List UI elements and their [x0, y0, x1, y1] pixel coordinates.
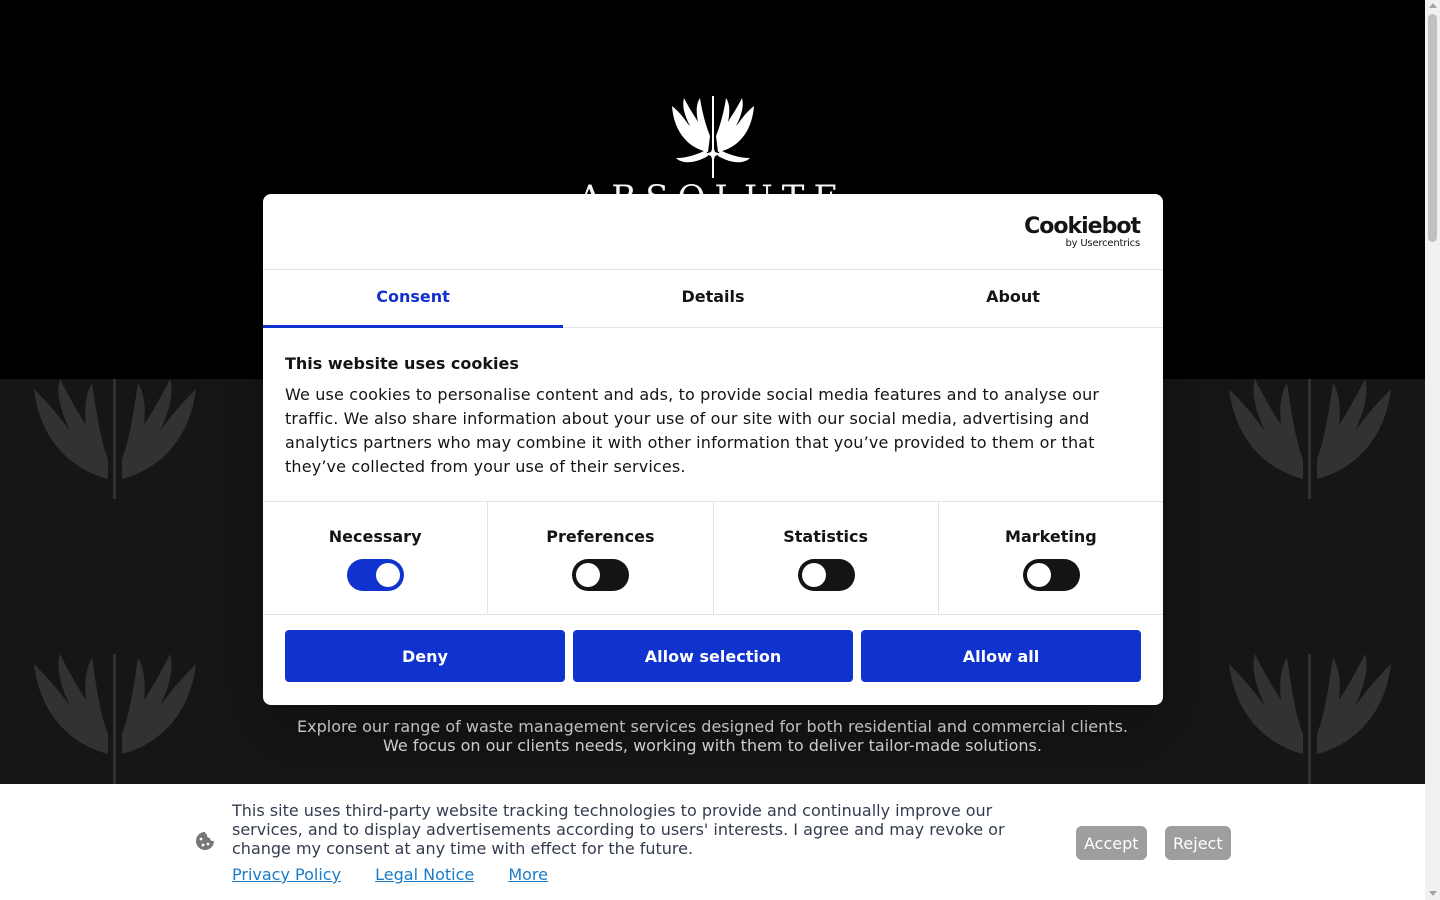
toggle-knob: [802, 563, 826, 587]
dialog-description: We use cookies to personalise content and ads, to provide social media features and to analyse our traffic. We also share information about your use of our site with our social media, advertising and analytics partners who may combine it with other information that you’ve provided to them or that they’ve collected from your use of their services.: [285, 385, 1100, 476]
category-label: Marketing: [1005, 527, 1097, 546]
preferences-toggle[interactable]: [572, 559, 629, 591]
decorative-wings-icon: [1225, 379, 1395, 499]
cookie-icon: [195, 831, 215, 851]
page-scrollbar[interactable]: [1425, 0, 1440, 900]
dialog-title: This website uses cookies: [285, 354, 519, 373]
privacy-policy-link[interactable]: Privacy Policy: [232, 865, 342, 884]
marketing-toggle[interactable]: [1023, 559, 1080, 591]
category-preferences: [488, 502, 713, 614]
category-label: Statistics: [783, 527, 868, 546]
scroll-up-arrow-icon[interactable]: [1429, 3, 1437, 8]
cookiebot-brand-name: Cookiebot: [1024, 214, 1140, 239]
cookiebot-logo: [1024, 216, 1140, 249]
cookiebot-brand-subtitle: by Usercentrics: [1065, 238, 1140, 249]
dialog-actions: [263, 615, 1163, 682]
intro-line-2: We focus on our clients needs, working with them to deliver tailor-made solutions.: [383, 736, 1042, 755]
reject-button[interactable]: Reject: [1165, 826, 1231, 860]
tab-about[interactable]: About: [986, 287, 1040, 306]
wings-logo-icon: [668, 92, 758, 184]
legal-notice-link[interactable]: Legal Notice: [375, 865, 475, 884]
scroll-down-arrow-icon[interactable]: [1429, 891, 1437, 896]
consent-banner: [0, 784, 1425, 900]
tab-consent[interactable]: Consent: [263, 270, 563, 327]
category-label: Preferences: [546, 527, 655, 546]
dialog-body: [263, 328, 1163, 502]
cookie-category-toggles: [263, 502, 1163, 615]
scrollbar-thumb[interactable]: [1428, 14, 1437, 242]
more-link[interactable]: More: [508, 865, 548, 884]
consent-banner-links: [232, 865, 577, 884]
decorative-wings-icon: [30, 379, 200, 499]
statistics-toggle[interactable]: [798, 559, 855, 591]
allow-selection-button[interactable]: Allow selection: [573, 630, 853, 682]
toggle-knob: [1027, 563, 1051, 587]
cookie-consent-dialog: [263, 194, 1163, 705]
tab-details[interactable]: Details: [681, 287, 745, 306]
consent-banner-text: This site uses third-party website tracking technologies to provide and continually improve our services, and to display advertisements according to users' interests. I agree and may revoke or change my consent at any time with effect for the future.: [232, 801, 1005, 858]
dialog-tabs: [263, 270, 1163, 328]
category-statistics: [714, 502, 939, 614]
necessary-toggle[interactable]: [347, 559, 404, 591]
services-intro-text: [0, 717, 1425, 755]
allow-all-button[interactable]: Allow all: [861, 630, 1141, 682]
category-necessary: [263, 502, 488, 614]
deny-button[interactable]: Deny: [285, 630, 565, 682]
accept-button[interactable]: Accept: [1076, 826, 1147, 860]
category-label: Necessary: [328, 527, 422, 546]
category-marketing: [939, 502, 1163, 614]
toggle-knob: [376, 563, 400, 587]
toggle-knob: [576, 563, 600, 587]
intro-line-1: Explore our range of waste management services designed for both residential and commercial clients.: [297, 717, 1128, 736]
dialog-header: [263, 194, 1163, 270]
